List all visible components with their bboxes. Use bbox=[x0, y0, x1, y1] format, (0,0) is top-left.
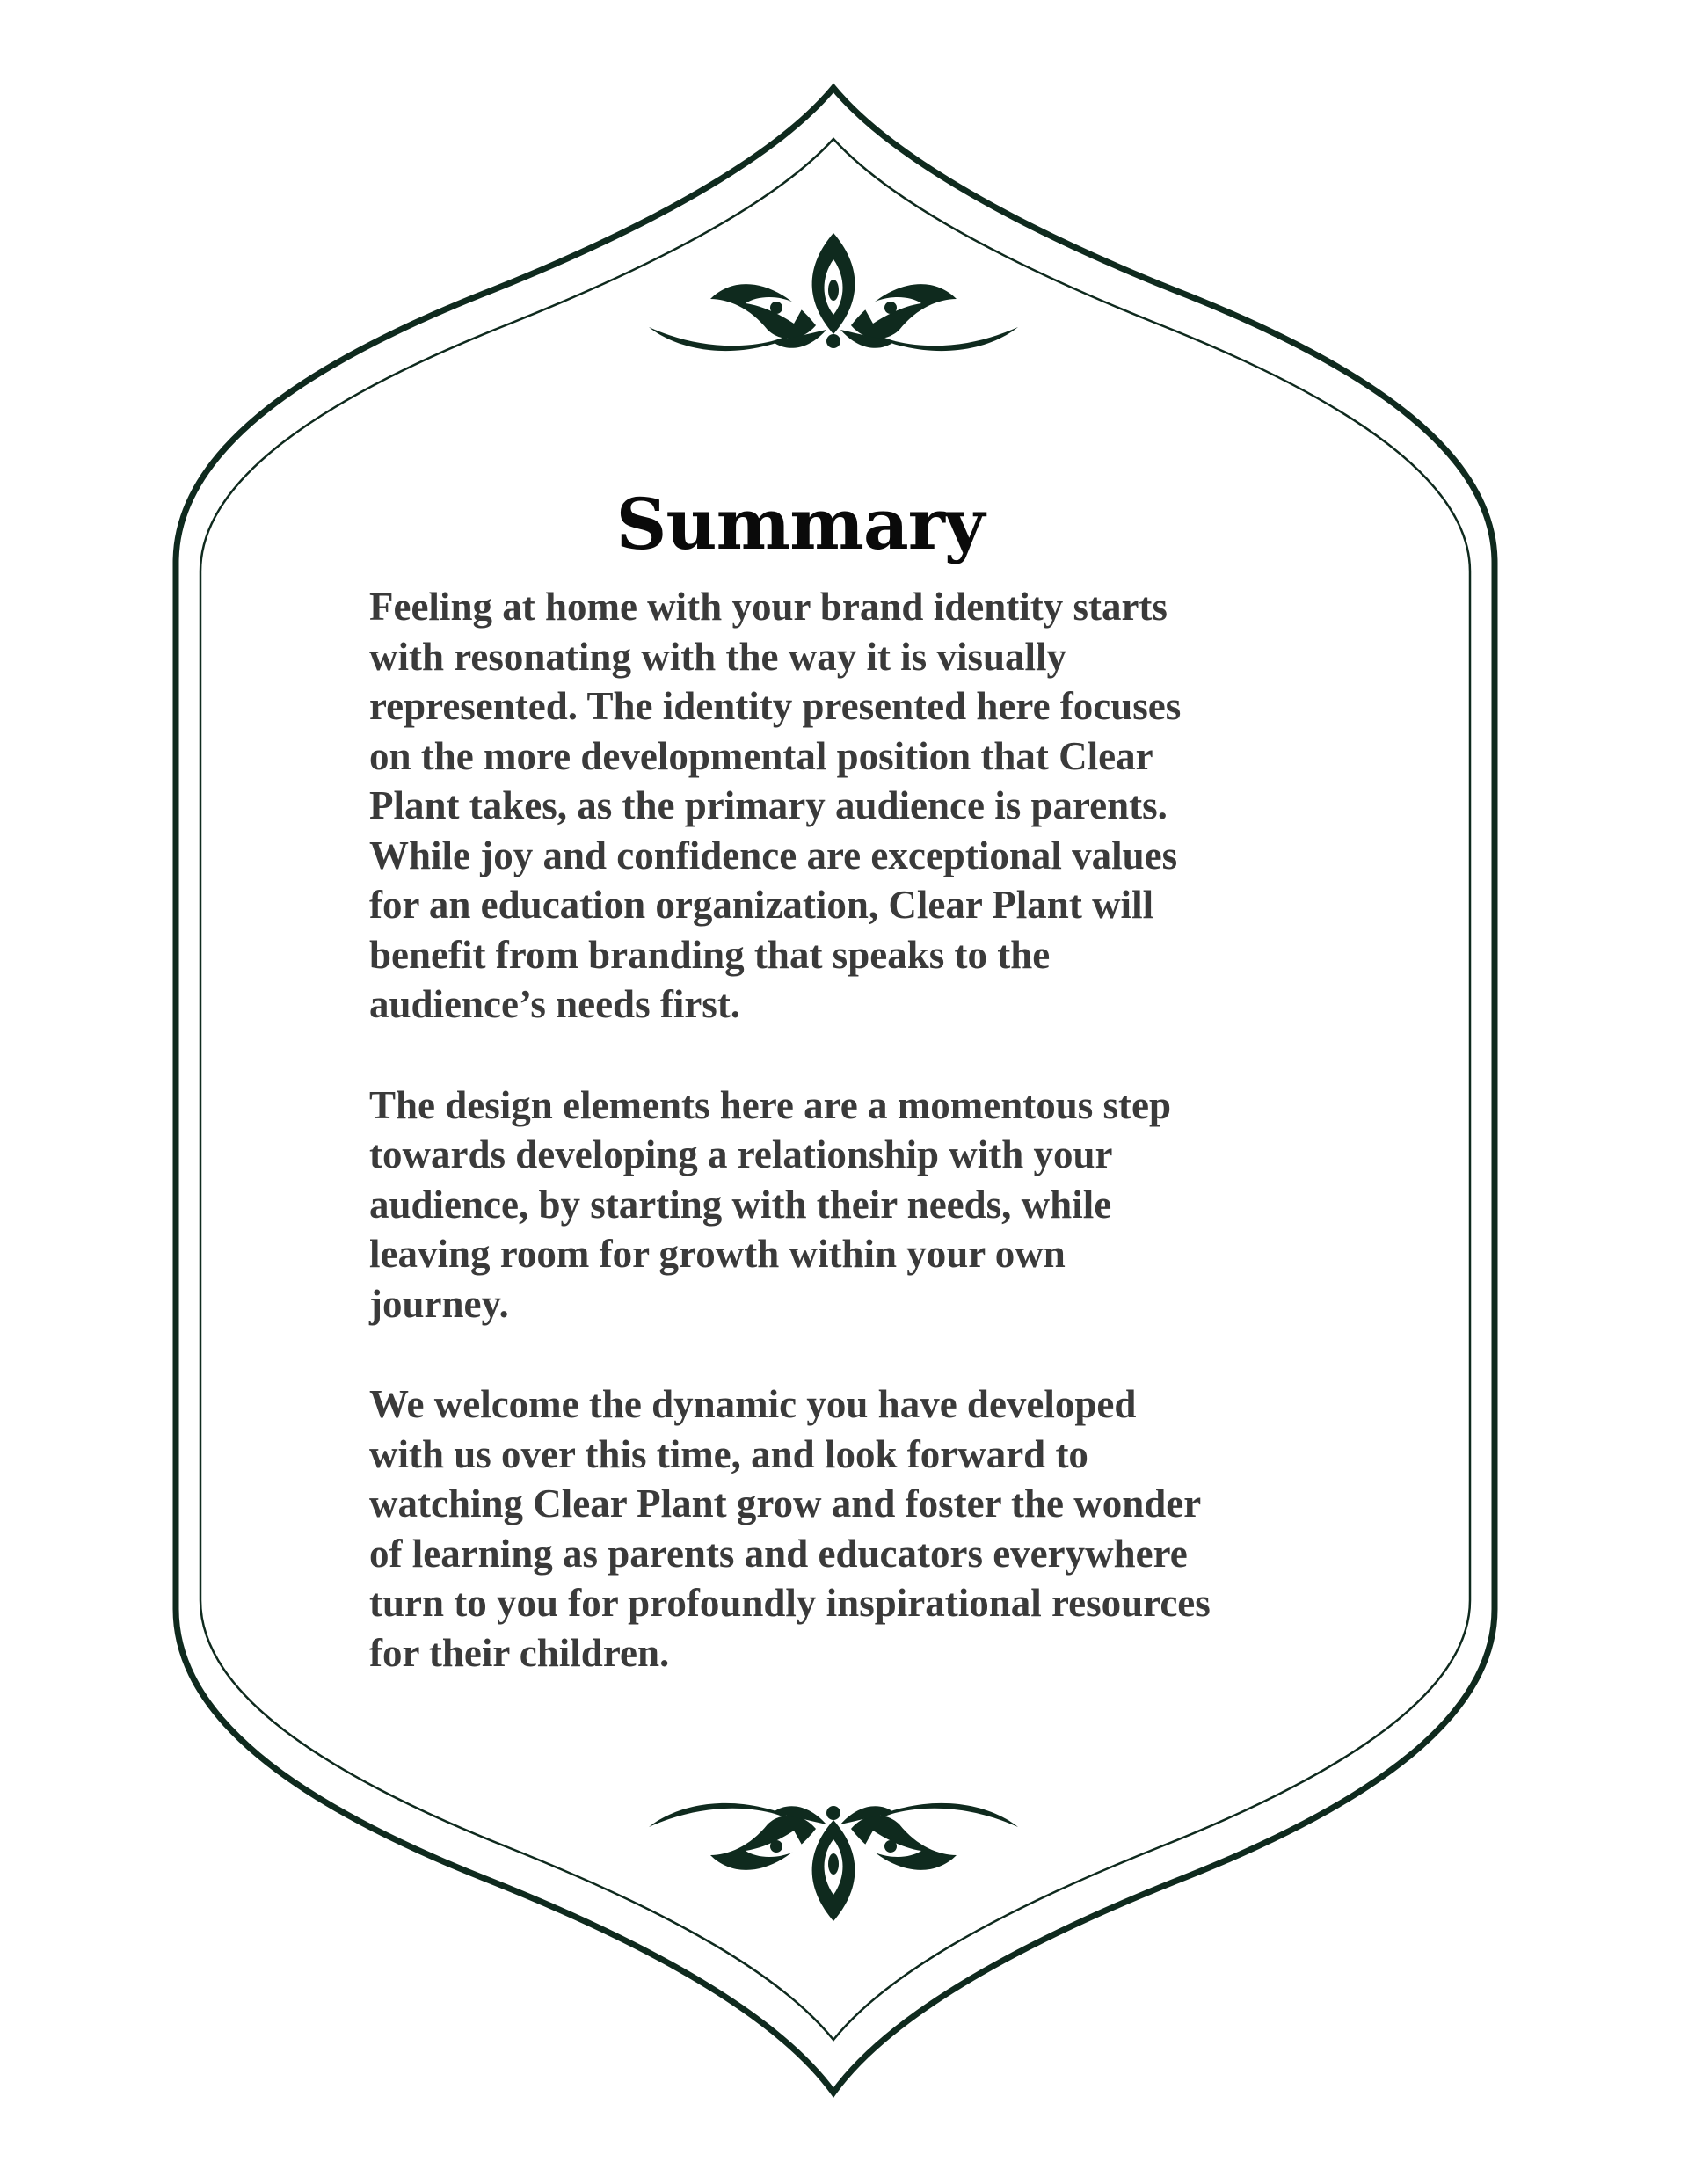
paragraph-closing: We welcome the dynamic you have developed with us over this time, and look forward to watching Clear Plant grow and foster the wonder of learning as parents and educators everywhere turn to you for profoundly inspirational resources for their children. bbox=[369, 1382, 1211, 1675]
summary-content bbox=[369, 482, 1336, 1678]
floral-ornament-icon bbox=[649, 233, 1018, 351]
page-title: Summary bbox=[615, 483, 985, 565]
floral-ornament-icon bbox=[649, 1803, 1018, 1921]
paragraph-design-elements: The design elements here are a momentous step towards developing a relationship with your audience, by starting with their needs, while leaving room for growth within your own journey. bbox=[369, 1082, 1171, 1326]
paragraph-intro: Feeling at home with your brand identity starts with resonating with the way it is visually represented. The identity presented here focuses on the more developmental position that Clear Plant takes, as the primary audience is parents. While joy and confidence are exceptional values for an education organization, Clear Plant will benefit from branding that speaks to the audience’s needs first. bbox=[369, 585, 1182, 1026]
